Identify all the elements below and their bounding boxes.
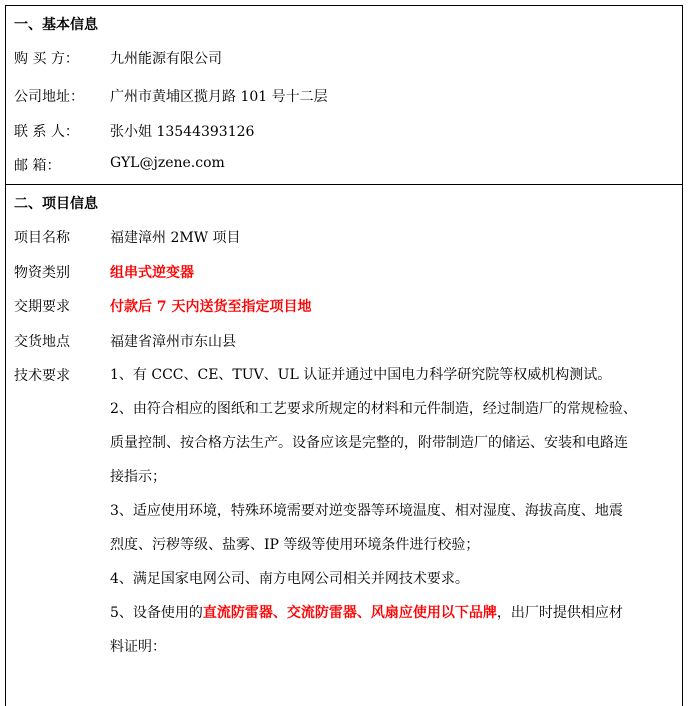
tech-label: 技术要求 <box>14 368 70 384</box>
project-info-title: 二、项目信息 <box>14 196 98 212</box>
basic-info-title: 一、基本信息 <box>14 17 98 33</box>
requirement-5-line-1 <box>110 596 676 630</box>
requirement-3-line-2: 烈度、污秽等级、盐雾、IP 等级等使用环境条件进行校验； <box>110 537 480 553</box>
requirement-4: 4、满足国家电网公司、南方电网公司相关并网技术要求。 <box>110 571 469 587</box>
tech-requirements <box>110 358 676 664</box>
requirement-5-line-2: 料证明： <box>110 639 166 655</box>
address-value: 广州市黄埔区揽月路 101 号十二层 <box>110 89 328 105</box>
buyer-label: 购 买 方： <box>14 51 79 67</box>
basic-info-section <box>6 6 682 185</box>
address-label: 公司地址： <box>14 89 84 105</box>
buyer-value: 九州能源有限公司 <box>110 51 222 67</box>
procurement-document <box>5 5 683 706</box>
requirement-2-line-3: 接指示； <box>110 469 166 485</box>
place-label: 交货地点 <box>14 334 70 350</box>
requirement-1: 1、有 CCC、CE、TUV、UL 认证并通过中国电力科学研究院等权威机构测试。 <box>110 367 612 383</box>
requirement-3-line-1: 3、适应使用环境，特殊环境需要对逆变器等环境温度、相对湿度、海拔高度、地震 <box>110 503 623 519</box>
project-name-label: 项目名称 <box>14 230 70 246</box>
email-value: GYL@jzene.com <box>110 155 225 171</box>
requirement-5-highlight: 直流防雷器、交流防雷器、风扇应使用以下品牌 <box>202 605 497 621</box>
email-label: 邮 箱： <box>14 158 61 174</box>
contact-label: 联 系 人： <box>14 124 79 140</box>
category-value: 组串式逆变器 <box>110 265 194 281</box>
requirement-2-line-1: 2、由符合相应的图纸和工艺要求所规定的材料和元件制造，经过制造厂的常规检验、 <box>110 401 637 417</box>
requirement-2-line-2: 质量控制、按合格方法生产。设备应该是完整的，附带制造厂的储运、安装和电路连 <box>110 435 628 451</box>
place-value: 福建省漳州市东山县 <box>110 334 236 350</box>
project-name-value: 福建漳州 2MW 项目 <box>110 230 241 246</box>
delivery-value: 付款后 7 天内送货至指定项目地 <box>110 299 312 315</box>
project-info-section <box>6 185 682 705</box>
category-label: 物资类别 <box>14 265 70 281</box>
delivery-label: 交期要求 <box>14 299 70 315</box>
contact-value: 张小姐 13544393126 <box>110 124 255 140</box>
requirement-5-prefix: 5、设备使用的 <box>110 605 203 621</box>
requirement-5-suffix: ，出厂时提供相应材 <box>496 605 623 621</box>
